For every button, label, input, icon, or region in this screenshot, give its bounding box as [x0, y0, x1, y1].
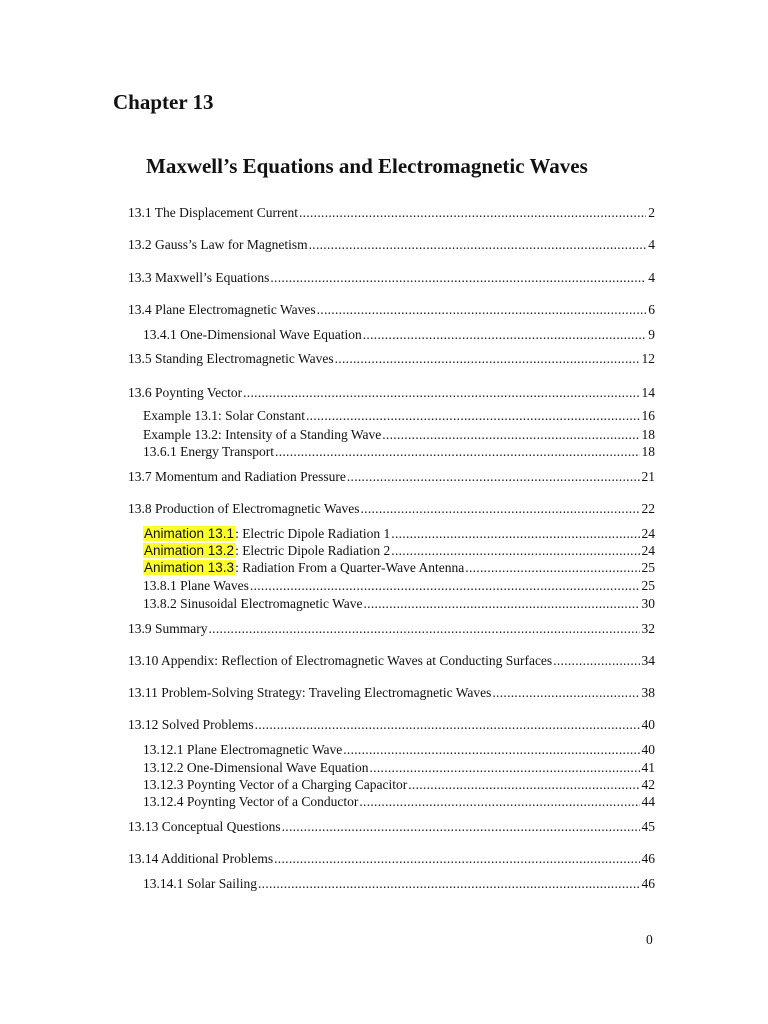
toc-entry-text: 13.12.3 Poynting Vector of a Charging Capacitor [143, 777, 408, 792]
toc-entry-text: : Electric Dipole Radiation 2 [235, 543, 391, 558]
page-number: 0 [646, 932, 653, 947]
toc-entry-page: 4 [648, 237, 655, 252]
toc-entry[interactable] [143, 876, 655, 892]
toc-entry-text: 13.7 Momentum and Radiation Pressure [128, 469, 346, 484]
toc-entry[interactable] [128, 717, 655, 733]
toc-entry-animation[interactable] [143, 526, 655, 542]
toc-entry-page: 46 [641, 876, 655, 891]
toc-entry[interactable] [128, 351, 655, 367]
toc-entry-page: 21 [641, 469, 655, 484]
toc-entry-page: 6 [648, 302, 655, 317]
toc-entry[interactable] [128, 469, 655, 485]
toc-entry-page: 22 [641, 501, 655, 516]
animation-link[interactable]: Animation 13.1 [144, 526, 235, 541]
toc-entry-page: 16 [641, 408, 655, 423]
toc-entry-page: 18 [641, 444, 655, 459]
toc-entry-text: 13.6.1 Energy Transport [143, 444, 275, 459]
toc-entry[interactable] [143, 760, 655, 776]
toc-entry[interactable] [128, 685, 655, 701]
toc-entry[interactable] [143, 327, 655, 343]
toc-entry-page: 38 [641, 685, 655, 700]
toc-entry-text: : Radiation From a Quarter-Wave Antenna [235, 560, 465, 575]
toc-entry-page: 12 [641, 351, 655, 366]
toc-entry-page: 9 [648, 327, 655, 342]
toc-entry-text: 13.12.2 One-Dimensional Wave Equation [143, 760, 369, 775]
chapter-title: Maxwell’s Equations and Electromagnetic Waves [146, 154, 588, 178]
toc-entry[interactable] [143, 794, 655, 810]
toc-entry-text: : Electric Dipole Radiation 1 [235, 526, 391, 541]
toc-entry-page: 4 [648, 270, 655, 285]
toc-entry[interactable] [128, 851, 655, 867]
toc-entry-text: 13.2 Gauss’s Law for Magnetism [128, 237, 308, 252]
toc-entry-page: 34 [641, 653, 655, 668]
animation-link[interactable]: Animation 13.3 [144, 560, 235, 575]
toc-entry-page: 25 [641, 560, 655, 575]
toc-entry-text: 13.8 Production of Electromagnetic Waves [128, 501, 360, 516]
toc-entry[interactable] [128, 205, 655, 221]
toc-entry[interactable] [128, 819, 655, 835]
toc-entry[interactable] [128, 385, 655, 401]
toc-entry-page: 25 [641, 578, 655, 593]
toc-entry-text: 13.12 Solved Problems [128, 717, 254, 732]
toc-entry-text: 13.3 Maxwell’s Equations [128, 270, 270, 285]
toc-entry[interactable] [143, 777, 655, 793]
toc-entry-text: 13.12.4 Poynting Vector of a Conductor [143, 794, 359, 809]
toc-entry-page: 40 [641, 717, 655, 732]
toc-entry-page: 30 [641, 596, 655, 611]
toc-entry-page: 24 [641, 526, 655, 541]
toc-entry-text: 13.1 The Displacement Current [128, 205, 298, 220]
toc-entry-text: 13.11 Problem-Solving Strategy: Traveling Electromagnetic Waves [128, 685, 492, 700]
toc-entry-page: 44 [641, 794, 655, 809]
toc-entry-page: 32 [641, 621, 655, 636]
toc-entry-text: 13.9 Summary [128, 621, 208, 636]
toc-entry[interactable] [143, 444, 655, 460]
toc-entry-animation[interactable] [143, 543, 655, 559]
toc-entry-text: 13.6 Poynting Vector [128, 385, 243, 400]
toc-entry[interactable] [143, 427, 655, 443]
toc-entry-page: 41 [641, 760, 655, 775]
toc-entry-text: 13.8.1 Plane Waves [143, 578, 249, 593]
toc-entry-page: 40 [641, 742, 655, 757]
toc-entry-text: 13.4 Plane Electromagnetic Waves [128, 302, 316, 317]
toc-entry[interactable] [143, 408, 655, 424]
animation-link[interactable]: Animation 13.2 [144, 543, 235, 558]
toc-entry-page: 45 [641, 819, 655, 834]
toc-entry[interactable] [128, 501, 655, 517]
toc-entry-text: 13.10 Appendix: Reflection of Electromagnetic Waves at Conducting Surfaces [128, 653, 553, 668]
toc-entry-text: Example 13.1: Solar Constant [143, 408, 305, 423]
toc-entry-page: 46 [641, 851, 655, 866]
toc-entry-animation[interactable] [143, 560, 655, 576]
toc-entry[interactable] [128, 653, 655, 669]
chapter-label: Chapter 13 [113, 90, 214, 114]
toc-entry-text: 13.8.2 Sinusoidal Electromagnetic Wave [143, 596, 363, 611]
toc-entry[interactable] [143, 742, 655, 758]
toc-entry[interactable] [128, 270, 655, 286]
toc-entry-page: 2 [648, 205, 655, 220]
toc-entry-page: 18 [641, 427, 655, 442]
toc-entry[interactable] [128, 237, 655, 253]
toc-entry-text: 13.14.1 Solar Sailing [143, 876, 257, 891]
toc-entry-text: Example 13.2: Intensity of a Standing Wave [143, 427, 382, 442]
toc-entry[interactable] [128, 621, 655, 637]
toc-entry-text: 13.4.1 One-Dimensional Wave Equation [143, 327, 362, 342]
toc-entry-page: 24 [641, 543, 655, 558]
toc-entry[interactable] [143, 578, 655, 594]
toc-entry-text: 13.5 Standing Electromagnetic Waves [128, 351, 334, 366]
toc-entry-page: 14 [641, 385, 655, 400]
toc-entry[interactable] [128, 302, 655, 318]
toc-entry-text: 13.14 Additional Problems [128, 851, 274, 866]
toc-entry[interactable] [143, 596, 655, 612]
toc-entry-page: 42 [641, 777, 655, 792]
toc-entry-text: 13.12.1 Plane Electromagnetic Wave [143, 742, 343, 757]
toc-entry-text: 13.13 Conceptual Questions [128, 819, 281, 834]
